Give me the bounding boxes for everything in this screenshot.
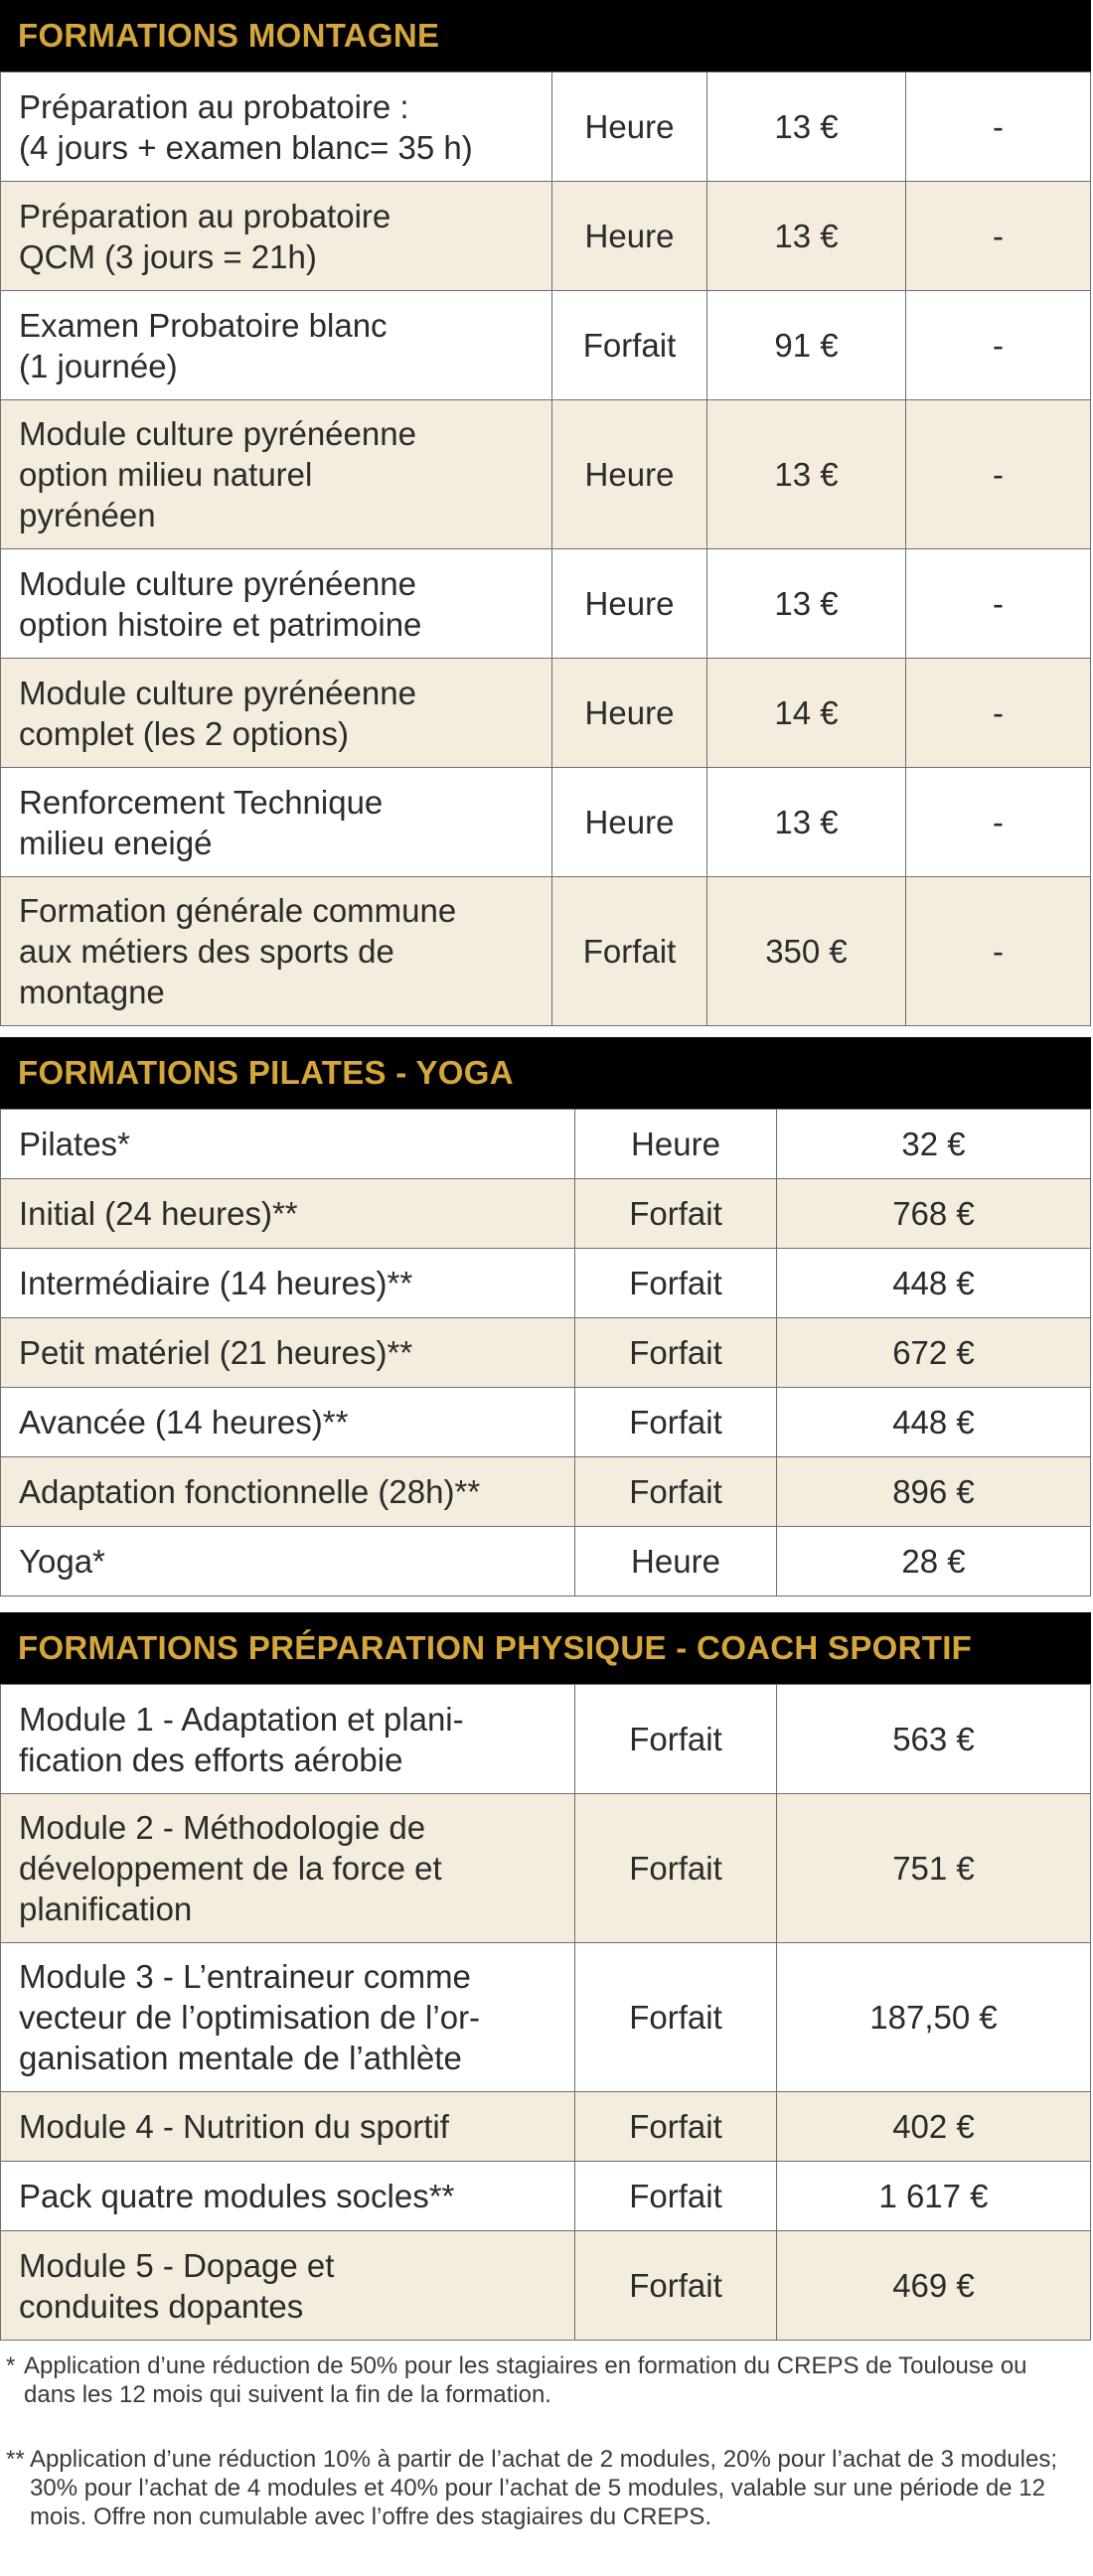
row-label: Préparation au probatoire QCM (3 jours = 21h)	[1, 182, 552, 291]
row-unit: Heure	[552, 400, 707, 549]
row-unit: Forfait	[575, 1685, 777, 1794]
row-price: 13 €	[707, 400, 906, 549]
table-row	[1, 400, 1091, 549]
footnote-text: Application d’une réduction de 50% pour les stagiaires en formation du CREPS de Toulouse ou dans les 12 mois qui suivent la fin de la formation.	[24, 2352, 1027, 2408]
table-row	[1, 549, 1091, 659]
row-price: 672 €	[777, 1318, 1091, 1388]
table-row	[1, 1179, 1091, 1249]
row-unit: Forfait	[575, 2231, 777, 2341]
section-montagne-title: FORMATIONS MONTAGNE	[0, 0, 1091, 72]
row-extra: -	[906, 291, 1091, 400]
footnote-mark: **	[6, 2446, 25, 2473]
table-row	[1, 1943, 1091, 2092]
row-label: Petit matériel (21 heures)**	[1, 1318, 575, 1388]
row-price: 28 €	[777, 1527, 1091, 1596]
footnote-text: Application d’une réduction 10% à partir de l’achat de 2 modules, 20% pour l’achat de 3 modules; 30% pour l’achat de 4 modules et 40% pour l’achat de 5 modules, valable sur une période de 12 mois. Offre non cumulable avec l’offre des stagiaires du CREPS.	[30, 2446, 1057, 2530]
row-label: Module culture pyrénéenne complet (les 2 options)	[1, 659, 552, 768]
table-prepa	[0, 1684, 1091, 2341]
row-label: Avancée (14 heures)**	[1, 1388, 575, 1457]
row-unit: Forfait	[552, 877, 707, 1026]
section-prepa-title: FORMATIONS PRÉPARATION PHYSIQUE - COACH SPORTIF	[0, 1612, 1091, 1684]
row-price: 13 €	[707, 182, 906, 291]
table-row	[1, 768, 1091, 877]
row-unit: Forfait	[575, 1179, 777, 1249]
row-unit: Forfait	[575, 1318, 777, 1388]
section-prepa	[0, 1612, 1091, 2341]
row-label: Formation générale commune aux métiers des sports de montagne	[1, 877, 552, 1026]
row-label: Module culture pyrénéenne option histoire et patrimoine	[1, 549, 552, 659]
table-row	[1, 1110, 1091, 1179]
row-extra: -	[906, 400, 1091, 549]
row-label: Module 3 - L’entraineur comme vecteur de l’optimisation de l’or- ganisation mentale de l’athlète	[1, 1943, 575, 2092]
row-label: Pack quatre modules socles**	[1, 2162, 575, 2231]
table-row	[1, 1388, 1091, 1457]
row-label: Initial (24 heures)**	[1, 1179, 575, 1249]
row-label: Examen Probatoire blanc (1 journée)	[1, 291, 552, 400]
row-unit: Heure	[575, 1527, 777, 1596]
row-unit: Forfait	[575, 1249, 777, 1318]
row-unit: Heure	[552, 659, 707, 768]
row-unit: Forfait	[575, 2162, 777, 2231]
table-row	[1, 1794, 1091, 1943]
row-unit: Forfait	[575, 1943, 777, 2092]
section-pilates-title: FORMATIONS PILATES - YOGA	[0, 1037, 1091, 1109]
table-row	[1, 1685, 1091, 1794]
row-label: Module 4 - Nutrition du sportif	[1, 2092, 575, 2162]
table-row	[1, 1318, 1091, 1388]
row-label: Pilates*	[1, 1110, 575, 1179]
row-label: Module 5 - Dopage et conduites dopantes	[1, 2231, 575, 2341]
row-extra: -	[906, 73, 1091, 182]
row-label: Yoga*	[1, 1527, 575, 1596]
row-price: 896 €	[777, 1457, 1091, 1527]
row-label: Renforcement Technique milieu eneigé	[1, 768, 552, 877]
table-row	[1, 659, 1091, 768]
row-unit: Heure	[552, 73, 707, 182]
row-price: 469 €	[777, 2231, 1091, 2341]
table-row	[1, 291, 1091, 400]
row-label: Module 2 - Méthodologie de développement de la force et planification	[1, 1794, 575, 1943]
table-row	[1, 2092, 1091, 2162]
table-row	[1, 2231, 1091, 2341]
row-price: 751 €	[777, 1794, 1091, 1943]
row-extra: -	[906, 549, 1091, 659]
section-pilates	[0, 1037, 1091, 1596]
table-row	[1, 1249, 1091, 1318]
table-pilates	[0, 1109, 1091, 1596]
row-price: 448 €	[777, 1388, 1091, 1457]
row-unit: Forfait	[575, 1794, 777, 1943]
row-unit: Heure	[552, 182, 707, 291]
row-unit: Heure	[575, 1110, 777, 1179]
row-unit: Forfait	[575, 1388, 777, 1457]
row-price: 448 €	[777, 1249, 1091, 1318]
footnotes	[0, 2351, 1091, 2531]
row-unit: Forfait	[575, 1457, 777, 1527]
row-price: 13 €	[707, 73, 906, 182]
row-price: 32 €	[777, 1110, 1091, 1179]
table-row	[1, 877, 1091, 1026]
table-row	[1, 182, 1091, 291]
table-montagne	[0, 72, 1091, 1026]
footnote-single-star	[0, 2351, 1091, 2409]
row-price: 187,50 €	[777, 1943, 1091, 2092]
row-price: 402 €	[777, 2092, 1091, 2162]
table-row	[1, 1527, 1091, 1596]
row-label: Module 1 - Adaptation et plani- fication des efforts aérobie	[1, 1685, 575, 1794]
row-label: Adaptation fonctionnelle (28h)**	[1, 1457, 575, 1527]
row-label: Préparation au probatoire : (4 jours + examen blanc= 35 h)	[1, 73, 552, 182]
table-row	[1, 1457, 1091, 1527]
row-price: 13 €	[707, 768, 906, 877]
section-montagne	[0, 0, 1091, 1026]
row-price: 91 €	[707, 291, 906, 400]
row-price: 563 €	[777, 1685, 1091, 1794]
row-unit: Heure	[552, 768, 707, 877]
row-extra: -	[906, 182, 1091, 291]
row-price: 14 €	[707, 659, 906, 768]
table-row	[1, 73, 1091, 182]
row-price: 1 617 €	[777, 2162, 1091, 2231]
row-extra: -	[906, 768, 1091, 877]
table-row	[1, 2162, 1091, 2231]
row-price: 13 €	[707, 549, 906, 659]
row-unit: Heure	[552, 549, 707, 659]
row-unit: Forfait	[575, 2092, 777, 2162]
row-price: 768 €	[777, 1179, 1091, 1249]
row-extra: -	[906, 659, 1091, 768]
row-unit: Forfait	[552, 291, 707, 400]
footnote-mark: *	[6, 2352, 16, 2379]
row-extra: -	[906, 877, 1091, 1026]
row-label: Intermédiaire (14 heures)**	[1, 1249, 575, 1318]
row-label: Module culture pyrénéenne option milieu naturel pyrénéen	[1, 400, 552, 549]
footnote-double-star	[0, 2445, 1091, 2531]
row-price: 350 €	[707, 877, 906, 1026]
